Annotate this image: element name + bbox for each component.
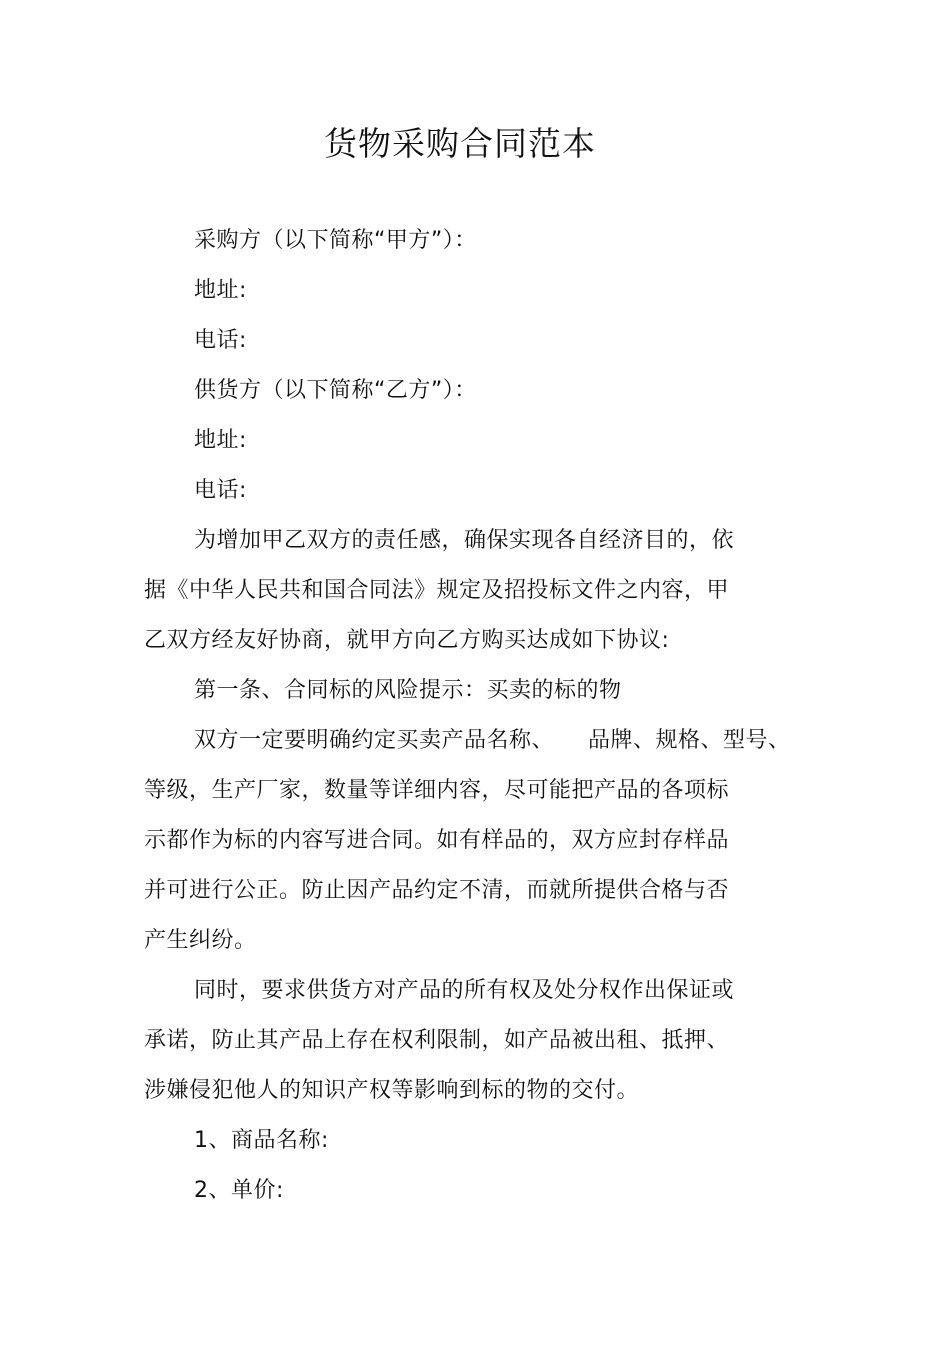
- buyer-phone-line: 电话:: [194, 328, 247, 353]
- paragraph-line: 乙双方经友好协商，就甲方向乙方购买达成如下协议:: [144, 628, 670, 653]
- paragraph-line: 同时，要求供货方对产品的所有权及处分权作出保证或: [194, 978, 735, 1003]
- paragraph-line: 示都作为标的内容写进合同。如有样品的，双方应封存样品: [144, 828, 730, 853]
- buyer-line: 采购方（以下简称“甲方”）：: [194, 228, 477, 253]
- item-unit-price: 2、单价:: [194, 1178, 284, 1203]
- paragraph-line: 并可进行公正。防止因产品约定不清，而就所提供合格与否: [144, 878, 730, 903]
- buyer-address-line: 地址:: [194, 278, 247, 303]
- item-product-name: 1、商品名称:: [194, 1128, 329, 1153]
- article-heading: 第一条、合同标的风险提示：买卖的标的物: [194, 678, 622, 703]
- supplier-phone-line: 电话:: [194, 478, 247, 503]
- document-title: 货物采购合同范本: [324, 124, 596, 163]
- paragraph-line: 为增加甲乙双方的责任感，确保实现各自经济目的，依: [194, 528, 735, 553]
- supplier-address-line: 地址:: [194, 428, 247, 453]
- paragraph-line: 涉嫌侵犯他人的知识产权等影响到标的物的交付。: [144, 1078, 640, 1103]
- supplier-line: 供货方（以下简称“乙方”）：: [194, 378, 477, 403]
- paragraph-line: 双方一定要明确约定买卖产品名称、 品牌、规格、型号、: [194, 728, 791, 753]
- paragraph-line: 据《中华人民共和国合同法》规定及招投标文件之内容，甲: [144, 578, 730, 603]
- paragraph-line: 产生纠纷。: [144, 928, 257, 953]
- paragraph-line: 承诺，防止其产品上存在权利限制，如产品被出租、抵押、: [144, 1028, 730, 1053]
- paragraph-line: 等级，生产厂家，数量等详细内容，尽可能把产品的各项标: [144, 778, 730, 803]
